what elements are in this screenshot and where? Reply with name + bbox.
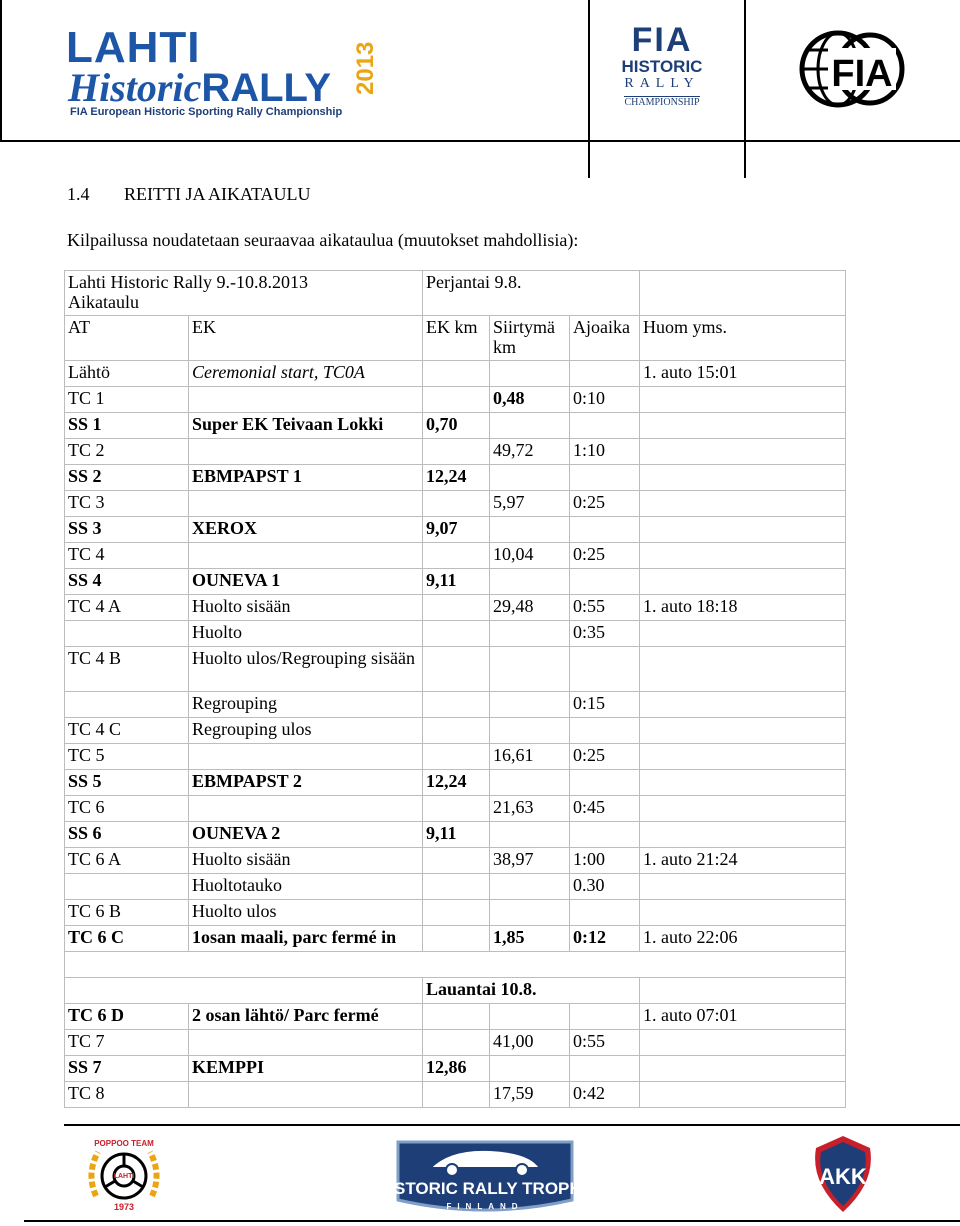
cell-ek-km <box>423 900 490 926</box>
poppoo-team-logo <box>84 1134 164 1214</box>
cell-ek <box>189 796 423 822</box>
section-number: 1.4 <box>67 184 90 204</box>
cell-ek-km <box>423 744 490 770</box>
logo-lahti-word: LAHTI <box>66 23 201 72</box>
cell-ek <box>189 744 423 770</box>
cell-ek-km <box>423 926 490 952</box>
col-header-at: AT <box>65 316 189 361</box>
table-row <box>65 647 846 692</box>
footer-rule-bottom <box>24 1220 960 1222</box>
cell-huom <box>640 387 846 413</box>
intro-text: Kilpailussa noudatetaan seuraavaa aikataulua (muutokset mahdollisia): <box>67 230 579 250</box>
cell-huom <box>640 1082 846 1108</box>
cell-siirtyma: 29,48 <box>490 595 570 621</box>
cell-ek: Huolto sisään <box>189 848 423 874</box>
table-row <box>65 595 846 621</box>
cell-huom <box>640 439 846 465</box>
cell-ajoaika <box>570 1056 640 1082</box>
logo-rally-word: RALLY <box>201 66 331 110</box>
cell-huom <box>640 1030 846 1056</box>
cell-siirtyma: 21,63 <box>490 796 570 822</box>
svg-text:FIA: FIA <box>831 53 893 95</box>
cell-at: TC 6 C <box>65 926 189 952</box>
day2-cell: Lauantai 10.8. <box>423 978 640 1004</box>
cell-at: TC 2 <box>65 439 189 465</box>
cell-ek-km <box>423 874 490 900</box>
cell-siirtyma <box>490 361 570 387</box>
cell-at: TC 6 D <box>65 1004 189 1030</box>
cell-ek: OUNEVA 2 <box>189 822 423 848</box>
cell-siirtyma: 1,85 <box>490 926 570 952</box>
col-header-siirtyma: Siirtymä km <box>490 316 570 361</box>
cell-huom <box>640 874 846 900</box>
cell-ek-km: 12,24 <box>423 465 490 491</box>
cell-siirtyma <box>490 1004 570 1030</box>
cell-ek: Regrouping <box>189 692 423 718</box>
col-header-ajoaika: Ajoaika <box>570 316 640 361</box>
cell-at: TC 4 A <box>65 595 189 621</box>
cell-huom <box>640 647 846 692</box>
cell-ajoaika: 0.30 <box>570 874 640 900</box>
cell-huom <box>640 796 846 822</box>
cell-ek-km <box>423 595 490 621</box>
cell-ek: OUNEVA 1 <box>189 569 423 595</box>
table-row <box>65 491 846 517</box>
cell-at <box>65 621 189 647</box>
poppoo-wreath-icon <box>84 1134 164 1214</box>
table-row <box>65 744 846 770</box>
table-row <box>65 900 846 926</box>
logo-year: 2013 <box>352 41 379 95</box>
table-row <box>65 796 846 822</box>
cell-at: SS 2 <box>65 465 189 491</box>
cell-ek-km <box>423 439 490 465</box>
empty-cell <box>640 978 846 1004</box>
cell-ek-km <box>423 1082 490 1108</box>
cell-siirtyma <box>490 900 570 926</box>
table-row <box>65 361 846 387</box>
cell-siirtyma <box>490 621 570 647</box>
cell-ek-km: 9,11 <box>423 822 490 848</box>
cell-ek-km: 0,70 <box>423 413 490 439</box>
section-heading <box>67 184 311 205</box>
cell-at: SS 5 <box>65 770 189 796</box>
header-divider-2 <box>744 0 746 178</box>
cell-siirtyma: 17,59 <box>490 1082 570 1108</box>
table-row <box>65 439 846 465</box>
cell-ek: 1osan maali, parc fermé in <box>189 926 423 952</box>
footer-rule-top <box>64 1124 960 1126</box>
cell-ajoaika <box>570 517 640 543</box>
table-row <box>65 465 846 491</box>
cell-huom <box>640 718 846 744</box>
table-row <box>65 926 846 952</box>
cell-at: SS 1 <box>65 413 189 439</box>
cell-huom <box>640 491 846 517</box>
cell-ajoaika: 1:10 <box>570 439 640 465</box>
cell-ek: EBMPAPST 2 <box>189 770 423 796</box>
cell-ek <box>189 439 423 465</box>
cell-huom <box>640 569 846 595</box>
cell-at: SS 3 <box>65 517 189 543</box>
trophy-title-text: HISTORIC RALLY TROPHY <box>377 1179 593 1198</box>
cell-huom <box>640 621 846 647</box>
cell-ajoaika <box>570 900 640 926</box>
cell-ek-km <box>423 543 490 569</box>
cell-siirtyma <box>490 647 570 692</box>
cell-ajoaika: 0:25 <box>570 543 640 569</box>
cell-siirtyma: 0,48 <box>490 387 570 413</box>
cell-ajoaika: 0:42 <box>570 1082 640 1108</box>
cell-ek <box>189 491 423 517</box>
cell-ajoaika <box>570 569 640 595</box>
table-title: Lahti Historic Rally 9.-10.8.2013 <box>68 272 308 292</box>
cell-at: TC 3 <box>65 491 189 517</box>
table-row <box>65 770 846 796</box>
cell-ajoaika <box>570 718 640 744</box>
logo-tagline: FIA European Historic Sporting Rally Championship <box>70 106 343 118</box>
table-row <box>65 718 846 744</box>
section-title: REITTI JA AIKATAULU <box>124 184 311 204</box>
cell-ek-km <box>423 361 490 387</box>
table-row <box>65 387 846 413</box>
cell-siirtyma <box>490 822 570 848</box>
cell-at: TC 1 <box>65 387 189 413</box>
cell-huom: 1. auto 21:24 <box>640 848 846 874</box>
cell-siirtyma: 49,72 <box>490 439 570 465</box>
table-row <box>65 1004 846 1030</box>
cell-ek: Regrouping ulos <box>189 718 423 744</box>
cell-ajoaika: 0:25 <box>570 491 640 517</box>
cell-siirtyma <box>490 1056 570 1082</box>
cell-ek: EBMPAPST 1 <box>189 465 423 491</box>
cell-ek: Super EK Teivaan Lokki <box>189 413 423 439</box>
cell-ajoaika <box>570 413 640 439</box>
cell-huom: 1. auto 07:01 <box>640 1004 846 1030</box>
poppoo-top-text: POPPOO TEAM <box>94 1139 154 1148</box>
table-row <box>65 874 846 900</box>
fia-historic-historic: HISTORIC <box>621 57 703 76</box>
cell-at: TC 6 A <box>65 848 189 874</box>
fia-globe-logo <box>798 30 908 108</box>
cell-ek <box>189 543 423 569</box>
cell-siirtyma <box>490 569 570 595</box>
cell-ek: XEROX <box>189 517 423 543</box>
cell-ajoaika: 0:10 <box>570 387 640 413</box>
cell-huom <box>640 900 846 926</box>
table-row <box>65 1082 846 1108</box>
cell-ek-km: 12,86 <box>423 1056 490 1082</box>
cell-siirtyma <box>490 770 570 796</box>
akk-text: AKK <box>819 1164 867 1189</box>
cell-ajoaika: 0:25 <box>570 744 640 770</box>
cell-siirtyma: 5,97 <box>490 491 570 517</box>
historic-rally-trophy-logo <box>377 1138 593 1220</box>
header-divider-1 <box>588 0 590 178</box>
day1-cell: Perjantai 9.8. <box>423 271 640 316</box>
cell-siirtyma <box>490 718 570 744</box>
cell-ek: Huolto <box>189 621 423 647</box>
cell-ajoaika: 0:15 <box>570 692 640 718</box>
cell-at: SS 4 <box>65 569 189 595</box>
cell-huom <box>640 1056 846 1082</box>
cell-ek-km <box>423 718 490 744</box>
trophy-country-text: FINLAND <box>446 1202 524 1211</box>
cell-ek: Huoltotauko <box>189 874 423 900</box>
cell-at: SS 7 <box>65 1056 189 1082</box>
cell-at: Lähtö <box>65 361 189 387</box>
cell-siirtyma: 41,00 <box>490 1030 570 1056</box>
cell-siirtyma: 16,61 <box>490 744 570 770</box>
cell-at: TC 6 B <box>65 900 189 926</box>
cell-ek-km <box>423 1004 490 1030</box>
table-row <box>65 848 846 874</box>
cell-ajoaika: 0:35 <box>570 621 640 647</box>
cell-huom <box>640 822 846 848</box>
col-header-huom: Huom yms. <box>640 316 846 361</box>
table-row <box>65 1030 846 1056</box>
cell-siirtyma <box>490 413 570 439</box>
cell-ek: Huolto ulos <box>189 900 423 926</box>
day2-row <box>65 978 846 1004</box>
cell-ek <box>189 387 423 413</box>
cell-ek-km <box>423 796 490 822</box>
fia-historic-rally: RALLY <box>624 76 700 91</box>
fia-historic-fia: FIA <box>631 21 693 59</box>
cell-huom <box>640 543 846 569</box>
cell-huom: 1. auto 15:01 <box>640 361 846 387</box>
poppoo-year-text: 1973 <box>113 1202 135 1212</box>
cell-huom: 1. auto 18:18 <box>640 595 846 621</box>
cell-at: TC 4 <box>65 543 189 569</box>
cell-ek <box>189 1082 423 1108</box>
cell-ek: Ceremonial start, TC0A <box>189 361 423 387</box>
table-title-row <box>65 271 846 316</box>
fia-historic-rally-logo <box>612 22 712 122</box>
cell-at: TC 7 <box>65 1030 189 1056</box>
table-row <box>65 621 846 647</box>
cell-ajoaika: 1:00 <box>570 848 640 874</box>
cell-huom <box>640 413 846 439</box>
cell-siirtyma <box>490 465 570 491</box>
cell-ek: Huolto ulos/Regrouping sisään <box>189 647 423 692</box>
table-row <box>65 1056 846 1082</box>
table-title-cell <box>65 271 423 316</box>
cell-huom <box>640 744 846 770</box>
cell-ek-km <box>423 621 490 647</box>
akk-logo <box>808 1134 878 1214</box>
poppoo-mid-text: LAHTI <box>113 1173 135 1180</box>
cell-at: TC 4 C <box>65 718 189 744</box>
cell-ek-km: 9,07 <box>423 517 490 543</box>
logo-historic-word: Historic <box>68 65 202 110</box>
cell-at: TC 5 <box>65 744 189 770</box>
historic-rally-trophy-icon <box>377 1138 593 1220</box>
page-header <box>0 0 960 178</box>
table-row <box>65 822 846 848</box>
cell-huom <box>640 692 846 718</box>
cell-siirtyma <box>490 874 570 900</box>
cell-huom: 1. auto 22:06 <box>640 926 846 952</box>
table-spacer-row <box>65 952 846 978</box>
cell-ek: KEMPPI <box>189 1056 423 1082</box>
cell-ajoaika <box>570 361 640 387</box>
header-rule-right <box>744 140 960 142</box>
schedule-table-body <box>65 271 846 1108</box>
cell-ek-km <box>423 647 490 692</box>
akk-shield-icon <box>808 1134 878 1214</box>
lahti-historic-rally-logo <box>66 23 384 124</box>
table-row <box>65 517 846 543</box>
cell-ek <box>189 1030 423 1056</box>
cell-at <box>65 874 189 900</box>
cell-ek: Huolto sisään <box>189 595 423 621</box>
cell-ek: 2 osan lähtö/ Parc fermé <box>189 1004 423 1030</box>
cell-ek-km <box>423 387 490 413</box>
cell-ek-km: 9,11 <box>423 569 490 595</box>
cell-at: TC 8 <box>65 1082 189 1108</box>
logo-historic-rally <box>68 66 331 110</box>
cell-huom <box>640 770 846 796</box>
table-header-row <box>65 316 846 361</box>
cell-ajoaika: 0:55 <box>570 1030 640 1056</box>
cell-ek-km <box>423 848 490 874</box>
cell-huom <box>640 517 846 543</box>
table-row <box>65 413 846 439</box>
empty-cell <box>640 271 846 316</box>
fia-historic-championship: CHAMPIONSHIP <box>624 97 700 108</box>
cell-at: SS 6 <box>65 822 189 848</box>
col-header-ek: EK <box>189 316 423 361</box>
schedule-table <box>64 270 846 1108</box>
table-row <box>65 543 846 569</box>
cell-siirtyma: 38,97 <box>490 848 570 874</box>
cell-huom <box>640 465 846 491</box>
empty-cell <box>65 978 423 1004</box>
col-header-ek-km: EK km <box>423 316 490 361</box>
spacer-cell <box>65 952 846 978</box>
table-row <box>65 569 846 595</box>
cell-ajoaika <box>570 647 640 692</box>
cell-ajoaika: 0:12 <box>570 926 640 952</box>
header-left-vertical <box>0 0 2 140</box>
cell-ajoaika <box>570 822 640 848</box>
cell-at: TC 6 <box>65 796 189 822</box>
cell-ajoaika <box>570 465 640 491</box>
cell-ek-km <box>423 692 490 718</box>
cell-ajoaika: 0:45 <box>570 796 640 822</box>
cell-ek-km: 12,24 <box>423 770 490 796</box>
table-row <box>65 692 846 718</box>
cell-ek-km <box>423 1030 490 1056</box>
cell-ek-km <box>423 491 490 517</box>
cell-siirtyma: 10,04 <box>490 543 570 569</box>
cell-at: TC 4 B <box>65 647 189 692</box>
cell-siirtyma <box>490 517 570 543</box>
cell-ajoaika <box>570 770 640 796</box>
cell-siirtyma <box>490 692 570 718</box>
cell-ajoaika <box>570 1004 640 1030</box>
table-subtitle: Aikataulu <box>68 292 139 312</box>
fia-globe-icon <box>798 30 908 108</box>
cell-at <box>65 692 189 718</box>
cell-ajoaika: 0:55 <box>570 595 640 621</box>
